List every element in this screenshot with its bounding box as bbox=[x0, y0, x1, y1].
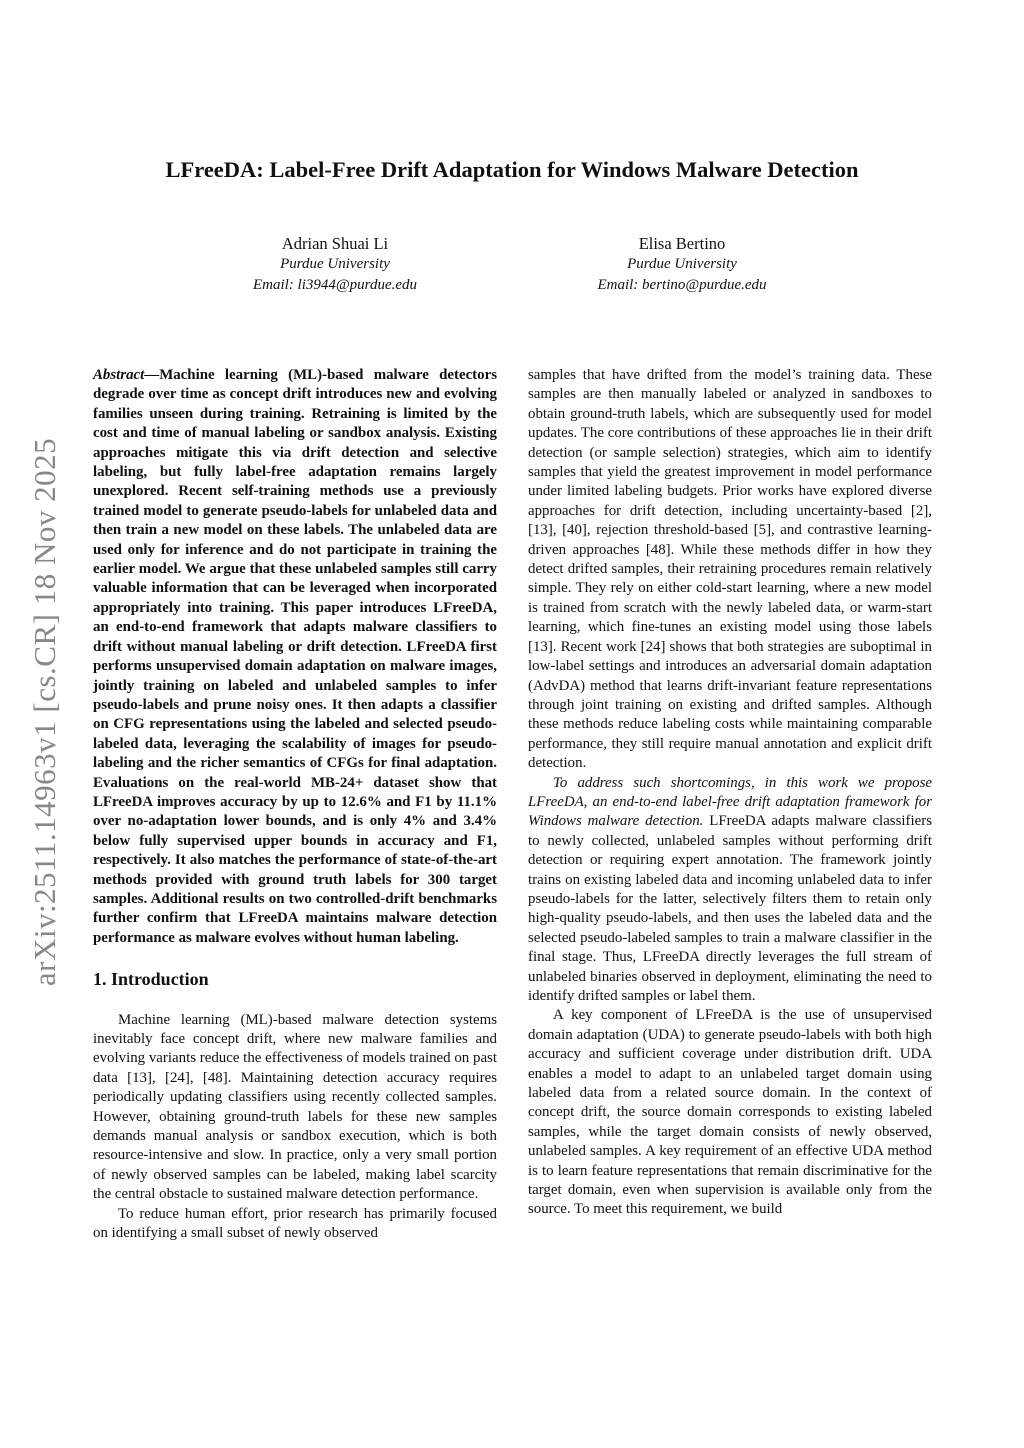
paragraph-text: LFreeDA adapts malware classifiers to newly collected, unlabeled samples without performing drift detection or requiring expert annotation. The framework jointly trains on existing labeled data and incoming unlabeled data to infer pseudo-labels for the latter, selectively filters them to retain only high-quality pseudo-labels, and then uses the labeled data and the selected pseudo-labeled samples to train a malware classifier in the final stage. Thus, LFreeDA directly leverages the full stream of unlabeled binaries observed in deployment, eliminating the need to identify drifted samples or label them. bbox=[528, 813, 932, 1004]
body-paragraph bbox=[528, 774, 932, 1007]
author-block bbox=[185, 233, 485, 296]
author-affiliation: Purdue University bbox=[280, 256, 390, 272]
author-email: Email: li3944@purdue.edu bbox=[252, 277, 418, 293]
abstract-label: Abstract bbox=[93, 367, 145, 383]
author-block bbox=[532, 233, 832, 296]
italic-statement: To address such shortcomings, in this work we propose LFreeDA, an end-to-end label-free drift adaptation framework for Windows malware detection. bbox=[528, 774, 932, 830]
body-paragraph: To reduce human effort, prior research has primarily focused on identifying a small subset of newly observed bbox=[93, 1205, 497, 1242]
author-name: Elisa Bertino bbox=[638, 234, 726, 253]
paper-title: LFreeDA: Label-Free Drift Adaptation for Windows Malware Detection bbox=[165, 157, 859, 182]
abstract bbox=[93, 366, 497, 948]
author-name: Adrian Shuai Li bbox=[281, 234, 389, 253]
section-heading: 1. Introduction bbox=[93, 969, 209, 990]
body-paragraph: Machine learning (ML)-based malware detection systems inevitably face concept drift, where new malware families and evolving variants reduce the effectiveness of models trained on past data [13], [24], [48]. Maintaining detection accuracy requires periodically updating classifiers using recently collected samples. However, obtaining ground-truth labels for these new samples demands manual analysis or sandbox execution, which is both resource-intensive and slow. In practice, only a very small portion of newly observed samples can be labeled, making label scarcity the central obstacle to sustained malware detection performance. bbox=[93, 1011, 497, 1203]
abstract-text: —Machine learning (ML)-based malware detectors degrade over time as concept drift introduces new and evolving families unseen during training. Retraining is limited by the cost and time of manual labeling or sandbox analysis. Existing approaches mitigate this via drift detection and selective labeling, but fully label-free adaptation remains largely unexplored. Recent self-training methods use a previously trained model to generate pseudo-labels for unlabeled data and then train a new model on these labels. The unlabeled data are used only for inference and do not participate in training the earlier model. We argue that these unlabeled samples still carry valuable information that can be leveraged when incorporated appropriately into training. This paper introduces LFreeDA, an end-to-end framework that adapts malware classifiers to drift without manual labeling or drift detection. LFreeDA first performs unsupervised domain adaptation on malware images, jointly training on labeled and unlabeled samples to infer pseudo-labels and prune noisy ones. It then adapts a classifier on CFG representations using the labeled and selected pseudo-labeled data, leveraging the scalability of images for pseudo-labeling and the richer semantics of CFGs for final adaptation. Evaluations on the real-world MB-24+ dataset show that LFreeDA improves accuracy by up to 12.6% and F1 by 11.1% over no-adaptation lower bounds, and is only 4% and 3.4% below fully supervised upper bounds in accuracy and F1, respectively. It also matches the performance of state-of-the-art methods provided with ground truth labels for 300 target samples. Additional results on two controlled-drift benchmarks further confirm that LFreeDA maintains malware detection performance as malware evolves without human labeling. bbox=[93, 367, 497, 946]
body-paragraph: samples that have drifted from the model’s training data. These samples are then manually labeled or analyzed in sandboxes to obtain ground-truth labels, which are subsequently used for model updates. The core contributions of these approaches lie in their drift detection (or sample selection) strategies, which aim to identify samples that yield the greatest improvement in model performance under limited labeling budgets. Prior works have explored diverse approaches for drift detection, including uncertainty-based [2], [13], [40], rejection threshold-based [5], and contrastive learning-driven approaches [48]. While these methods differ in how they detect drifted samples, their retraining procedures remain relatively simple. They rely on either cold-start learning, where a new model is trained from scratch with the newly labeled data, or warm-start learning, which fine-tunes an existing model using those labels [13]. Recent work [24] shows that both strategies are suboptimal in low-label settings and introduces an adversarial domain adaptation (AdvDA) method that learns drift-invariant feature representations through joint training on existing and drifted samples. Although these methods reduce labeling costs while maintaining comparable performance, they still require manual annotation and explicit drift detection. bbox=[528, 367, 932, 772]
arxiv-identifier: arXiv:2511.14963v1 [cs.CR] 18 Nov 2025 bbox=[27, 437, 62, 987]
author-email: Email: bertino@purdue.edu bbox=[597, 277, 767, 293]
left-column bbox=[93, 366, 497, 1243]
author-affiliation: Purdue University bbox=[627, 256, 737, 272]
right-column bbox=[528, 366, 932, 1220]
body-paragraph: A key component of LFreeDA is the use of unsupervised domain adaptation (UDA) to generate pseudo-labels with both high accuracy and sufficient coverage under distribution drift. UDA enables a model to adapt to an unlabeled target domain using labeled data from a related source domain. In the context of concept drift, the source domain corresponds to existing labeled samples, while the target domain consists of newly observed, unlabeled samples. A key requirement of an effective UDA method is to learn feature representations that remain discriminative for the target domain, even when supervision is available only from the source. To meet this requirement, we build bbox=[528, 1007, 932, 1218]
